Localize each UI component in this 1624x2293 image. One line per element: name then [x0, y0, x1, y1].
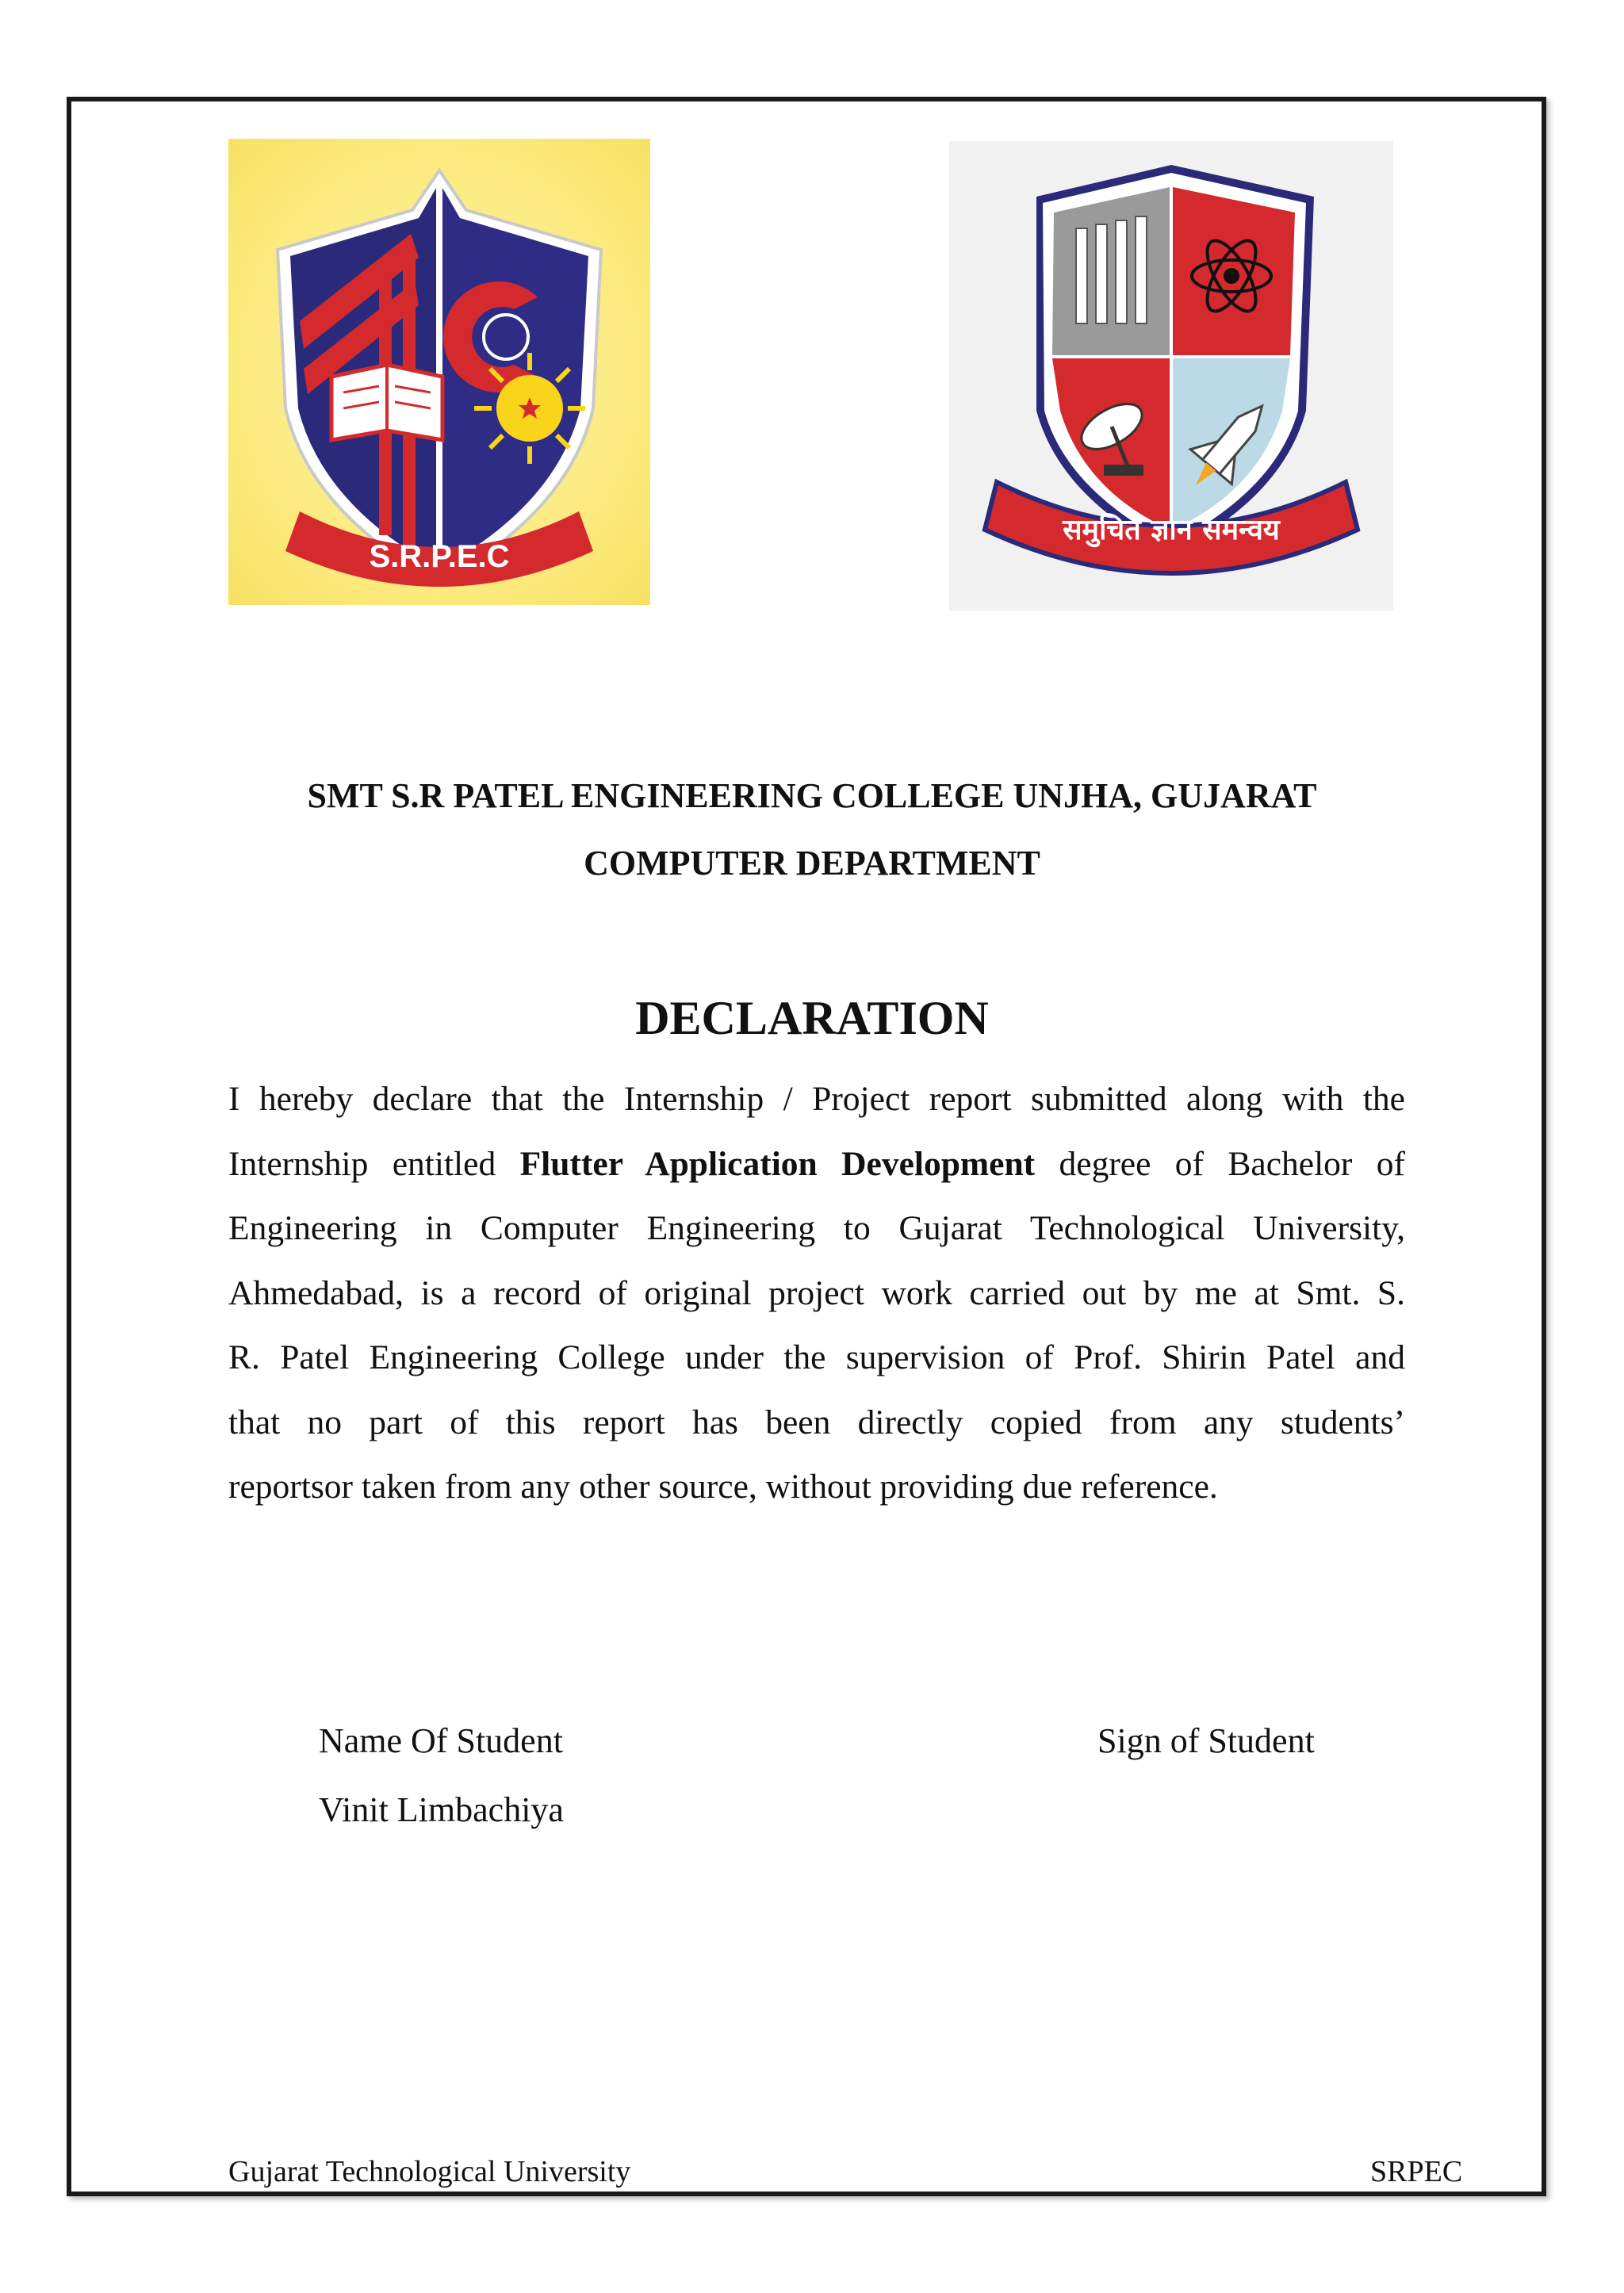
student-name: Vinit Limbachiya — [319, 1790, 564, 1829]
srpec-logo — [228, 139, 650, 605]
declaration-line: that no part of this report has been directly copied from any students’ — [228, 1403, 1405, 1441]
declaration-body — [228, 1067, 1405, 1520]
srpec-banner-text: S.R.P.E.C — [369, 539, 510, 574]
college-name: SMT S.R PATEL ENGINEERING COLLEGE UNJHA, GUJARAT — [307, 776, 1317, 815]
declaration-line: reportsor taken from any other source, without providing due reference. — [228, 1468, 1218, 1506]
footer-university: Gujarat Technological University — [228, 2155, 631, 2188]
declaration-line: Engineering in Computer Engineering to Gujarat Technological University, — [228, 1209, 1405, 1247]
internship-title: Flutter Application Development — [519, 1144, 1036, 1183]
declaration-line: R. Patel Engineering College under the supervision of Prof. Shirin Patel and — [228, 1338, 1405, 1376]
declaration-text: degree of Bachelor of — [1035, 1144, 1405, 1183]
sign-of-student-label: Sign of Student — [1097, 1721, 1315, 1760]
declaration-line: I hereby declare that the Internship / Project report submitted along with the — [228, 1080, 1405, 1118]
gtu-logo — [949, 141, 1393, 611]
department-name: COMPUTER DEPARTMENT — [584, 844, 1040, 882]
declaration-line: Ahmedabad, is a record of original project work carried out by me at Smt. S. — [228, 1273, 1405, 1312]
name-of-student-label: Name Of Student — [319, 1721, 563, 1760]
gtu-motto-text: समुचित ज्ञान समन्वय — [1063, 514, 1280, 546]
declaration-line — [228, 1132, 1405, 1197]
declaration-title: DECLARATION — [635, 992, 989, 1044]
footer-college: SRPEC — [1370, 2155, 1463, 2188]
declaration-text: Internship entitled — [228, 1144, 520, 1183]
